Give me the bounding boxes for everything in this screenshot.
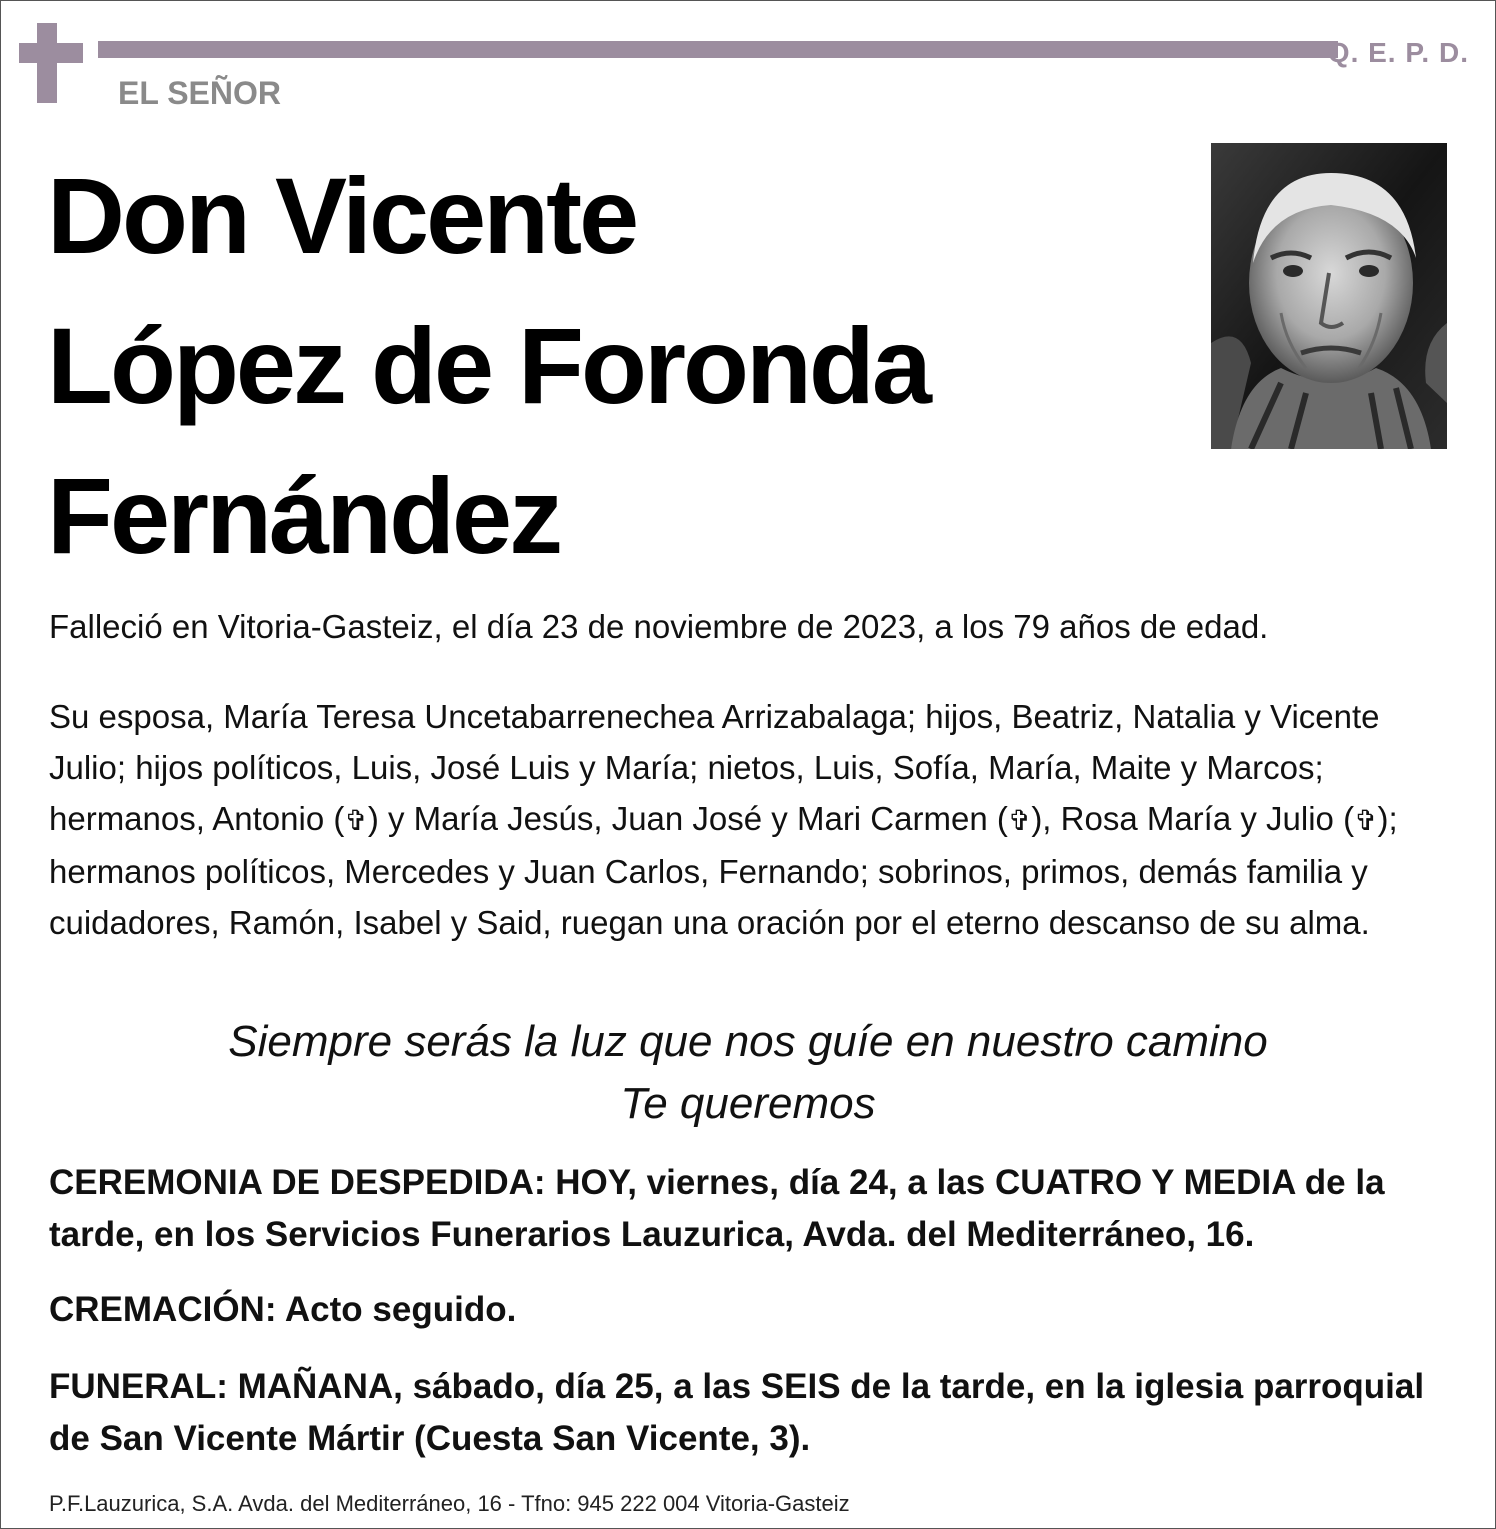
family-paragraph: [49, 691, 1449, 948]
deceased-name: [47, 141, 1167, 591]
title-prefix: EL SEÑOR: [118, 75, 281, 111]
quote-line-1: Siempre serás la luz que nos guíe en nuestro camino: [228, 1017, 1268, 1066]
death-notice: Falleció en Vitoria-Gasteiz, el día 23 de noviembre de 2023, a los 79 años de edad.: [49, 608, 1269, 645]
ceremony-notice: CEREMONIA DE DESPEDIDA: HOY, viernes, día 24, a las CUATRO Y MEDIA de la tarde, en los Servicios Funerarios Lauzurica, Avda. del Mediterráneo, 16.: [49, 1163, 1385, 1254]
quote-line-2: Te queremos: [620, 1079, 876, 1128]
funeral-notice: FUNERAL: MAÑANA, sábado, día 25, a las SEIS de la tarde, en la iglesia parroquial de San Vicente Mártir (Cuesta San Vicente, 3).: [49, 1367, 1425, 1458]
cross-icon: ✞: [1354, 805, 1378, 836]
qepd-label: Q. E. P. D.: [1327, 37, 1469, 68]
cross-icon: ✞: [1007, 805, 1032, 836]
family-text-3: ), Rosa María y Julio (: [1031, 800, 1355, 837]
family-text-2: ) y María Jesús, Juan José y Mari Carmen (: [367, 800, 1008, 837]
family-text-4: ); hermanos políticos, Mercedes y Juan Carlos, Fernando; sobrinos, primos, demás familia y cuidadores, Ramón, Isabel y Said, ruegan una oración por el eterno descanso de su alma.: [49, 800, 1398, 941]
memorial-quote: [1, 1011, 1495, 1135]
cross-icon: ✞: [344, 805, 368, 836]
name-line-2: López de Foronda: [47, 305, 929, 426]
portrait-photo: [1211, 143, 1447, 449]
cremation-notice: CREMACIÓN: Acto seguido.: [49, 1290, 517, 1329]
cross-icon-bar: [19, 43, 83, 63]
header-bar: [98, 41, 1338, 58]
family-text-1: Su esposa, María Teresa Uncetabarrenechea Arrizabalaga; hijos, Beatriz, Natalia y Vicente Julio; hijos políticos, Luis, José Luis y María; nietos, Luis, Sofía, María, Maite y Marcos; hermanos, Antonio (: [49, 698, 1380, 837]
funeral-home-footer: P.F.Lauzurica, S.A. Avda. del Mediterráneo, 16 - Tfno: 945 222 004 Vitoria-Gasteiz: [49, 1491, 850, 1516]
cross-icon: [37, 23, 57, 103]
name-line-3: Fernández: [47, 455, 561, 576]
name-line-1: Don Vicente: [47, 155, 637, 276]
